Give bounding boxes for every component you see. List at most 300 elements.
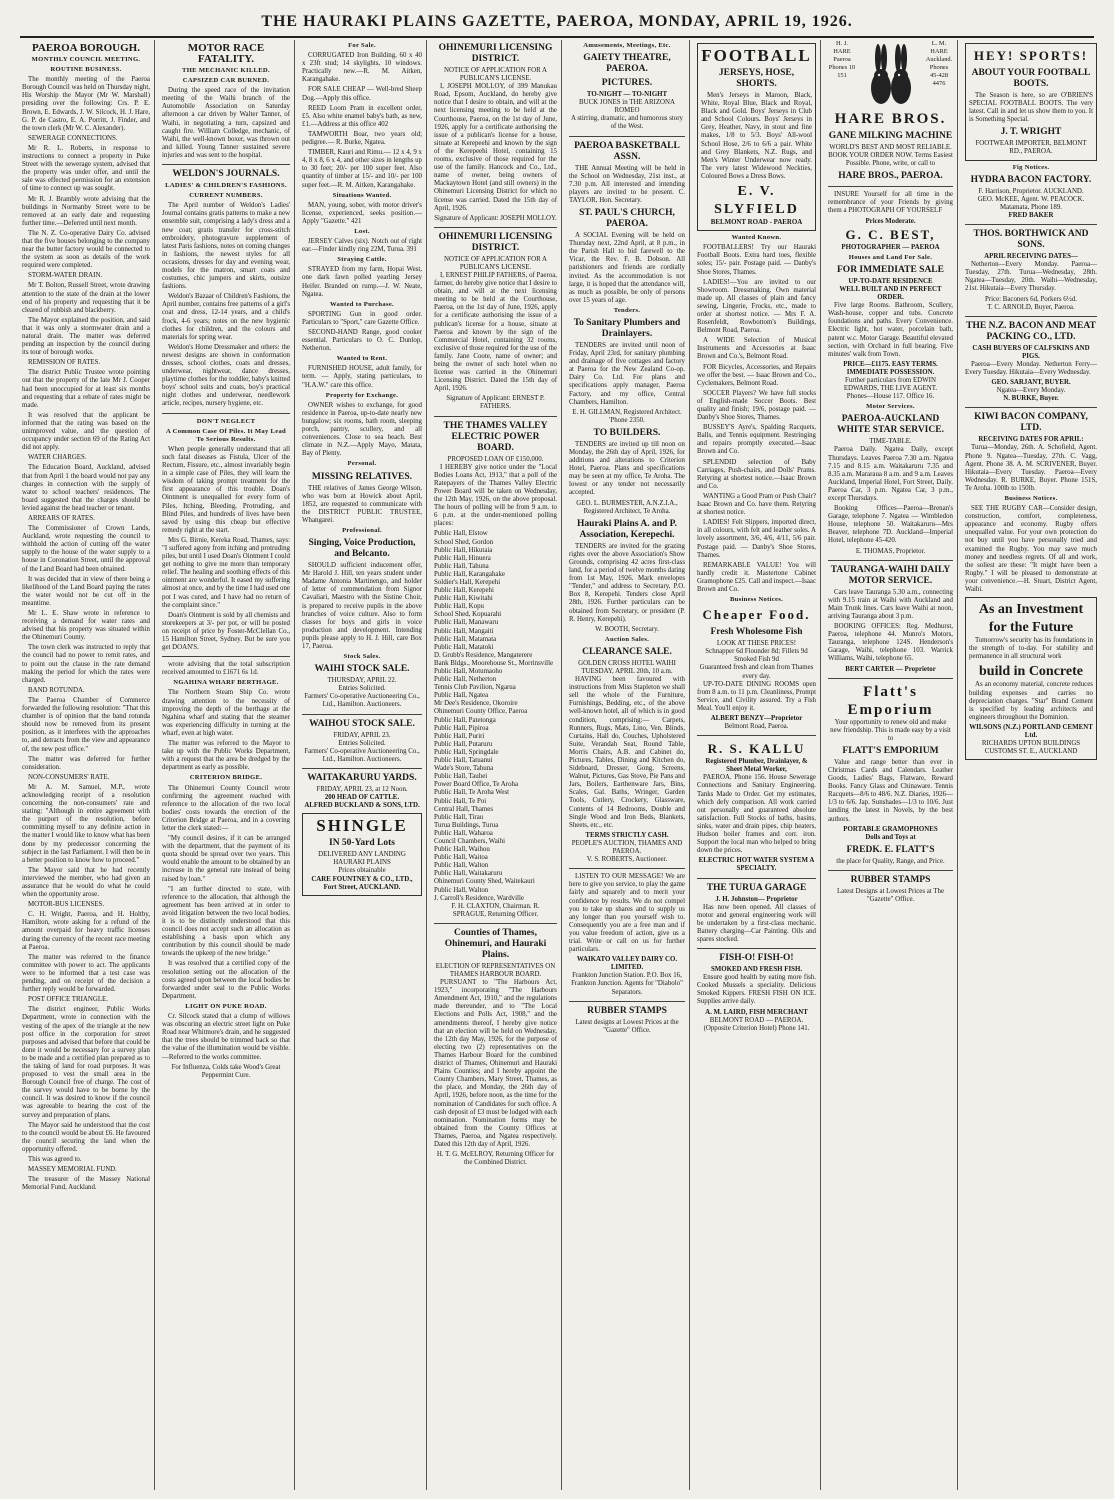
lost-ad: JERSEY Calves (six). Notch out of right ear.—Finder kindly ring 22M, Turua. 391 bbox=[302, 238, 422, 254]
polling-place: Public Hall, Motumaoho bbox=[434, 668, 503, 675]
ap-heading: Hauraki Plains A. and P. Association, Kerepechi. bbox=[577, 518, 677, 540]
tauranga-waihi-title: TAURANGA-WAIHI DAILY MOTOR SERVICE. bbox=[830, 564, 951, 586]
classified-ad: CORRUGATED Iron Building, 60 x 40 x 23ft stud; 14 skylights, 10 windows. Practically new.—R. M. Aitken, Karangahake. bbox=[302, 52, 422, 84]
article-paragraph: The Northern Steam Ship Co. wrote drawing attention to the necessity of improving the depth of the berthage at the Ngahina wharf and stating that the steamer was experiencing difficulty in turning at the wharf, even at high water. bbox=[162, 689, 290, 737]
investment-body: Tomorrow's security has its foundations in the strength of to-day. For stability and permanence in all structural work bbox=[969, 637, 1093, 661]
column-licensing bbox=[432, 40, 562, 1490]
polling-place: Public Hall, Kopu bbox=[434, 603, 484, 611]
personal-heading: Personal. bbox=[347, 460, 377, 468]
farmers-note-2: Farmers' Co-operative Auctioneering Co., Ltd., Hamilton. Auctioneers. bbox=[304, 747, 420, 763]
divider bbox=[828, 186, 953, 187]
st-pauls-heading: ST. PAUL'S CHURCH, PAEROA. bbox=[579, 208, 675, 230]
stray-heading: Straying Cattle. bbox=[337, 256, 387, 264]
sale-ads bbox=[302, 52, 422, 190]
st-pauls-notice: A SOCIAL Evening will be held on Thursday next, 22nd April, at 8 p.m., in the Parish Hall to bid farewell to the Vicar, the Rev. F. B. Dobson. All parishioners and friends are cordially invited. As the accommodation is not large, it is hoped that the attendance will, as much as possible, be only of persons over 15 years of age. bbox=[569, 232, 685, 304]
look-prices: LOOK AT THESE PRICES! bbox=[716, 640, 797, 648]
article-paragraph: The Mayor said that he had recently interviewed the member, who had given an assurance that he would do what he could when the opportunity arose. bbox=[22, 866, 150, 899]
polling-place: Public Hall, Waitakaruru bbox=[434, 870, 503, 878]
divider bbox=[697, 948, 816, 949]
fredk-flatt: FREDK. E. FLATT'S bbox=[846, 844, 935, 855]
article-paragraph: This was agreed to. bbox=[28, 1156, 82, 1163]
fresh-fish-title: Fresh Wholesome Fish bbox=[710, 627, 803, 638]
stock-heading: Stock Sales. bbox=[343, 653, 381, 661]
polling-place: Public Hall, Tatuanui bbox=[434, 757, 493, 765]
polling-place: Public Hall, Matamata bbox=[434, 635, 497, 643]
cattle-note: 200 HEAD OF CATTLE. bbox=[324, 794, 400, 802]
column-sports bbox=[963, 40, 1101, 1490]
polling-place: Public Hall, Karangahake bbox=[434, 570, 505, 578]
richards-address: RICHARDS UPTON BUILDINGS CUSTOMS ST. E., AUCKLAND bbox=[981, 740, 1081, 756]
ngatea-monday: Ngatea—Every Monday. bbox=[996, 387, 1066, 395]
tauranga-booking: BOOKING OFFICES: Reg. Medhurst, Paeroa, telephone 44. Munro's Motors, Tauranga, telephone 124S. Henderson's Garage, Waihi, telephone 103. Warrick Williams, Waihi, telephone 65. bbox=[828, 623, 953, 663]
article-paragraph: It was resolved that a certified copy of the resolution setting out the allocation of the costs agreed upon between the local bodies be forwarded under seal to the Public Works Department. bbox=[162, 960, 290, 1000]
perfect-order: WELL BUILT AND IN PERFECT ORDER. bbox=[839, 285, 942, 302]
concrete-title: build in Concrete bbox=[979, 664, 1083, 680]
article-paragraph: MOTOR-BUS LICENSES. bbox=[28, 901, 105, 909]
photographer-title: PHOTOGRAPHER — PAEROA bbox=[841, 243, 940, 251]
football-title: FOOTBALL bbox=[701, 46, 812, 65]
bridge-heading: CRITERION BRIDGE. bbox=[189, 774, 263, 782]
article-paragraph: Weldon's Bazaar of Children's Fashions, the April number, contains free patterns of a girl's coat and dress, 12-14 years, and a child's frock, 4-6 years; notes on the new hygienic clothes for children, and the colours and materials for spring wear. bbox=[162, 293, 290, 341]
polling-place: Public Hall, Ngatea bbox=[434, 692, 489, 700]
cheaper-food-title: Cheaper Food. bbox=[702, 607, 811, 623]
auction-heading: Auction Sales. bbox=[604, 635, 650, 643]
polling-place: Power Board Office, Te Aroha bbox=[434, 781, 519, 789]
polling-place: Public Hall, Kerepehi bbox=[434, 587, 494, 595]
hey-sports-ad bbox=[965, 43, 1097, 161]
column-borough bbox=[20, 40, 155, 1490]
hey-sports-title: HEY! SPORTS! bbox=[973, 48, 1089, 63]
polling-place: Public Hall, Walton bbox=[434, 886, 489, 894]
footer-note: For Influenza, Colds take Wood's Great Peppermint Cure. bbox=[171, 1063, 281, 1079]
exchange-heading: Property for Exchange. bbox=[325, 391, 399, 399]
divider bbox=[302, 714, 422, 715]
divider bbox=[697, 735, 816, 736]
basketball-notice: THE Annual Meeting will be held in the School on Wednesday, 21st inst., at 7.30 p.m. All interested and intending players are invited to be present. C. TAYLOR, Hon. Secretary. bbox=[569, 164, 685, 204]
weldon-subheading: LADIES' & CHILDREN'S FASHIONS. bbox=[165, 182, 287, 190]
polling-place: Public Hall, Waitoa bbox=[434, 854, 488, 862]
golden-cross: GOLDEN CROSS HOTEL WAIHI bbox=[578, 659, 676, 667]
flatt-title: Flatt's Emporium bbox=[847, 683, 934, 718]
polling-place: Public Hall, Patetonga bbox=[434, 716, 496, 724]
waihi-sale-heading: WAIHI STOCK SALE. bbox=[314, 664, 410, 675]
polling-place: Turua Buildings, Turua bbox=[434, 821, 499, 829]
listen-ad: LISTEN TO OUR MESSAGE! We are here to give you service, to play the game fairly and squarely and to merit your confidence by results. We do not compel you to take up shares and to supply us any longer than you yourself wish to. Consequently you are a free man and if you value freedom of action, give us a trial. Write or call on us for further particulars. bbox=[569, 873, 685, 954]
polling-place: Mr Dee's Residence, Okoroire bbox=[434, 700, 518, 708]
kiwi-bacon-title: KIWI BACON COMPANY, LTD. bbox=[974, 412, 1088, 434]
ap-tender: TENDERS are invited for the grazing rights over the above Association's Show Grounds, comprising 42 acres first-class land, for a period of twelve months dating from 1st May, 1926. Mark envelopes "Tender," and address to Secretary, P.O. Box 8, Kerepehi. Tenders close April 28th, 1926. Further particulars can be obtained from Secretary, or president (P. R. Henry, Kerepehi). bbox=[569, 542, 685, 623]
polling-place: Soldier's Hall, Kerepehi bbox=[434, 578, 501, 586]
classified-ad: SECOND-HAND Range, good cooker essential. Particulars to O. C. Dunlop, Netherton. bbox=[302, 329, 422, 353]
masthead: THE HAURAKI PLAINS GAZETTE, PAEROA, MONDAY, APRIL 19, 1926. bbox=[20, 8, 1094, 38]
article-paragraph: When people generally understand that all such fatal diseases as Fistula, Ulcer of the Rectum, Fissure, etc., almost invariably begin in a simple case of Piles, they will learn the wisdom of taking prompt treatment for the first appearance of this trouble. Doan's Ointment is unequalled for every form of Piles, Itching, Bleeding, Protruding, and Blind Piles, and hundreds of lives have been saved by using this cheap but effective remedy right at the start. bbox=[162, 445, 290, 534]
waihou-sale-date: FRIDAY, APRIL 23. bbox=[333, 731, 391, 739]
electric-note: ELECTRIC HOT WATER SYSTEM A SPECIALTY. bbox=[698, 857, 815, 873]
polling-place: Public Hall, Tauhei bbox=[434, 773, 488, 781]
article-paragraph: The Mayor said he understood that the cost to the council would be about £6. He favoured the council securing the land when the opportunity offered. bbox=[22, 1121, 151, 1153]
article-paragraph: The town clerk was instructed to reply that the council had no power to remit rates, and to point out the clause in the rate demand making the period for which the rates were charged. bbox=[22, 644, 150, 684]
shingle-subtitle: IN 50-Yard Lots bbox=[329, 838, 395, 849]
fish-prices: Schnapper 6d Flounder 8d; Fillets 9d Smoked Fish 9d bbox=[705, 648, 808, 664]
article-paragraph: ARREARS OF RATES. bbox=[28, 514, 95, 522]
pursuant-notice: PURSUANT to "The Harbours Act, 1923," incorporating "The Harbours Amendment Act, 1910," and the regulations made thereunder, and to "The Local Elections and Polls Act, 1908," and the amendments thereof, I hereby give notice that an election will be held on Wednesday, the 12th day May, 1926, for the purpose of electing two (2) representatives on the Thames Harbour Board for the combined district of Thames, Ohinemuri and Hauraki Plains Counties; and I hereby appoint the County Chambers, Mary Street, Thames, as the place, and Monday, the 26th day of April, 1926, before noon, as the time for the nomination of Candidates for such office. A cash deposit of £3 must be lodged with each nomination. Nomination forms may be obtained from the County Offices at Thames, Paeroa, and Ngatea respectively. Dated this 12th day of April, 1926. bbox=[434, 979, 557, 1148]
hare-paeroa: HARE BROS., PAEROA. bbox=[838, 171, 943, 182]
divider bbox=[965, 224, 1097, 225]
thomas-signature: E. THOMAS, Proprietor. bbox=[855, 547, 926, 555]
stray-ad: STRAYED from my farm, Hopai West, one dark fawn polled yearling Jersey Heifer. Branded on rump.—J. W. Neate, Ngatea. bbox=[302, 266, 422, 298]
builders-tender: TENDERS are invited up till noon on Monday, the 26th day of April, 1926, for additions and alterations to Criterion Hotel, Paeroa. Plans and specifications may be seen at my office, Te Aroha. The lowest or any tender not necessarily accepted. bbox=[569, 440, 685, 497]
licensing-heading: OHINEMURI LICENSING DISTRICT. bbox=[438, 43, 553, 64]
column-amusements bbox=[567, 40, 690, 1490]
tonight-banner: TO-NIGHT — TO-NIGHT bbox=[586, 91, 668, 99]
roberts-signature: V. S. ROBERTS, Auctioneer. bbox=[586, 856, 668, 864]
hare-left-contact: H. J. HARE Paeroa Phones 10 151 bbox=[828, 40, 856, 80]
power-board-heading: THE THAMES VALLEY ELECTRIC POWER BOARD. bbox=[443, 420, 548, 453]
kallu-name: R. S. KALLU bbox=[707, 741, 806, 757]
portable-gramophones: PORTABLE GRAMOPHONES bbox=[843, 825, 938, 833]
light-article: Cr. Silcock stated that a clump of willows was obscuring an electric street light on Puke Road near Whitmore's drain, and he suggested that the trees should be trimmed back so that the value of the illumination would be visible.—Referred to the works committee. bbox=[162, 1013, 290, 1061]
article-paragraph: POST OFFICE TRIANGLE. bbox=[28, 996, 108, 1004]
article-paragraph: The Education Board, Auckland, advised that from April 1 the board would not pay any charges in connection with the supply of water to school teachers' residences. The board suggested that the charges should be levied against the head teacher or tenant. bbox=[22, 464, 150, 512]
article-paragraph: "I am further directed to state, with reference to the allocation, that although the agreement has been arrived at in order to avoid litigation between the two local bodies, it is to be distinctly understood that this council does not accept such an allocation as establishing a basis upon which any contribution by this council should be made towards the upkeep of the new bridge." bbox=[162, 885, 290, 958]
hare-right-contact: L. M. HARE Auckland. Phones 45-428 4476 bbox=[925, 40, 953, 88]
immediate-sale: FOR IMMEDIATE SALE bbox=[837, 264, 944, 275]
polling-place: Public Hall, Kiwitahi bbox=[434, 595, 493, 603]
dining-rooms: UP-TO-DATE DINING ROOMS open from 8 a.m. to 11 p.m. Cleanliness, Prompt Service, and Civility assured. Try a Fish Meal. You'll enjoy it. bbox=[697, 680, 816, 712]
timetable-title: TIME-TABLE. bbox=[869, 438, 912, 446]
fish-o-title: FISH-O! FISH-O! bbox=[719, 953, 794, 964]
polling-places bbox=[434, 530, 557, 902]
divider bbox=[965, 407, 1097, 408]
residence-body: Five large Rooms. Bathroom, Scullery, Wash-house, copper and tubs. Concrete foundations and paths. Every Convenience. Electric light, hot water, porcelain bath, patent w.c. Motor Garage. Beautiful elevated section, with Orchard in full bearing. Five minutes' walk from Town. bbox=[828, 302, 953, 358]
borough-subheading: MONTHLY COUNCIL MEETING. bbox=[31, 56, 141, 63]
waikato-dairy: WAIKATO VALLEY DAIRY CO. LIMITED. bbox=[576, 956, 678, 972]
divider bbox=[302, 768, 422, 769]
fathers-notice: I, ERNEST PHILIP FATHERS, of Paeroa, farmer, do hereby give notice that I desire to obtain, and will at the next licensing meeting to be held at the Courthouse, Paeroa, on the 1st day of June, 1926, apply for a certificate authorising the issue of a publican's license for a house, situate at Paeroa and known by the sign of the Commercial Hotel, containing 32 rooms, exclusive of those required for the use of the family. Jane Coote, name of owner; and being the owner of such hotel when no license was carried in the Ohinemuri Licensing District. Dated the 15th day of April, 1926. bbox=[434, 271, 558, 393]
wharf-heading: NGAHINA WHARF BERTHAGE. bbox=[173, 679, 279, 687]
article-paragraph: The N. Z. Co-operative Dairy Co. advised that the five houses belonging to the company near the butter factory would be connected to the system as soon as details of the work required were completed. bbox=[22, 229, 150, 270]
article-paragraph: The Ohinemuri County Council wrote confirming the agreement reached with reference to the allocation of the two local bodies' costs towards the erection of the Criterion Bridge at Paeroa, and in a covering letter the clerk stated:— bbox=[162, 784, 290, 832]
clearance-heading: CLEARANCE SALE. bbox=[582, 646, 672, 657]
article-paragraph: It was resolved that the applicant be informed that the rating was based on the unimproved value, and the question of occupancy under section 69 of the Rating Act did not apply. bbox=[22, 411, 150, 452]
terms-note: TERMS STRICTLY CASH. bbox=[585, 831, 669, 839]
about-boots: ABOUT YOUR FOOTBALL BOOTS. bbox=[971, 68, 1091, 89]
polling-place: Public Hall, Mangaiti bbox=[434, 627, 494, 635]
fathers-signature: Signature of Applicant: ERNEST P. FATHERS. bbox=[446, 395, 545, 411]
borough-heading: PAEROA BOROUGH. bbox=[32, 42, 140, 54]
hare-bros-title: HARE BROS. bbox=[834, 111, 947, 127]
laird-name: A. M. LAIRD, FISH MERCHANT bbox=[705, 1008, 808, 1016]
classified-ad: FOOTBALLERS! Try our Hauraki Football Boots. Extra hard toes, flexible soles; 15/- pair. Postage paid. — Danby's Shoe Stores, Thames. bbox=[697, 244, 816, 276]
polling-place: School Shed, Kopuarahi bbox=[434, 611, 502, 619]
polling-place: Public Hall, Tirau bbox=[434, 813, 484, 821]
shingle-body: DELIVERED ANY LANDING HAURAKI PLAINS bbox=[318, 851, 406, 867]
borough-subheading-2: ROUTINE BUSINESS. bbox=[50, 66, 122, 74]
article-paragraph: Mr A. M. Samuel, M.P., wrote acknowledging receipt of a resolution concerning the non-consumers' rate and stating: "Although in entire agreement with the purport of the resolution, before committing myself to any definite action in the matter I would like to know what has been done by my predecessor concerning the subject in the last Parliament. I will then be in a better position to know how to proceed." bbox=[22, 783, 150, 864]
fish-guarantee: Guaranteed fresh and clean from Thames every day. bbox=[699, 664, 814, 680]
possession-note: IMMEDIATE POSSESSION. bbox=[846, 368, 935, 376]
edwards-contact: Further particulars from EDWIN EDWARDS, THE LIVE AGENT. bbox=[843, 376, 938, 393]
rugby-car-ad: SEE THE RUGBY CAR—Consider design, construction, comfort, completeness, appearance and economy. Rugby offers unequalled value. For your own protection do not buy until you have personally tried and examined the Rugby. You may save much money and needless regrets. Of all and work, the soliest are these: "It might have been a Rugby." I will be pleased to demonstrate at your convenience.—H. Stuart, District Agent, Waihi. bbox=[965, 505, 1097, 594]
polling-place: Public Hall, Springdale bbox=[434, 748, 499, 756]
hey-sports-body: The Season is here, so are O'BRIEN'S SPECIAL FOOTBALL BOOTS. The very latest. Call in and let us show them to you. It is Something Special. bbox=[969, 92, 1093, 124]
april-dates-title: APRIL RECEIVING DATES— bbox=[984, 253, 1078, 261]
waitak-date: FRIDAY, APRIL 23, at 12 Noon. bbox=[316, 785, 408, 793]
rent-ad: FURNISHED HOUSE, adult family, for term. — Apply, stating particulars, to "H.A.W." care this office. bbox=[302, 365, 422, 389]
weldon-subheading-2: CURRENT NUMBERS. bbox=[189, 192, 263, 200]
professional-heading: Professional. bbox=[342, 526, 382, 534]
basketball-heading: PAEROA BASKETBALL ASSN. bbox=[574, 140, 680, 162]
article-paragraph: Weldon's Home Dressmaker and others: the newest designs are shown in conformation dresses, school clothes, coats and dresses, underwear, nightwear, dance dresses, playtime clothes for the toddler, baby's knitted boys' school suits and coats, boy's practical night clothes and underwear, needlework article, recipes, nursery hygiene, etc. bbox=[162, 343, 290, 408]
licensing-notice-2: NOTICE OF APPLICATION FOR A PUBLICAN'S LICENSE. bbox=[444, 255, 547, 271]
missing-ad: THE relatives of James George Wilson, who was born at Howick about April, 1852, are requested to communicate with the DISTRICT PUBLIC TRUSTEE, Whangarei. bbox=[302, 484, 422, 524]
burke-note: N. BURKE, Buyer. bbox=[1003, 395, 1059, 403]
article-paragraph: The Commissioner of Crown Lands, Auckland, wrote requesting the council to withhold the action of cutting off the water supply to the house of the water supply to a house in Coronation Street, until the approval of the Land Board had been obtained. bbox=[22, 525, 150, 573]
article-paragraph: The matter was referred to the finance committee with power to act. The applicants were to be informed that a test case was pending, and on receipt of the decision a further reply would be forwarded. bbox=[22, 953, 150, 994]
peoples-auction: PEOPLE'S AUCTION, THAMES AND PAEROA. bbox=[571, 839, 683, 856]
molloy-notice: I, JOSEPH MOLLOY, of 399 Manukau Road, Epsom, Auckland, do hereby give notice that I desire to obtain, and will at the next licensing meeting to be held at the Courthouse, Paeroa, on the 1st day of June, 1926, apply for a certificate authorising the issue of a publican's license for a house, situate at Kerepeehi and known by the sign of the Kerepeehi Hotel, containing 15 rooms, exclusive of those required for the use of the family. Hancock and Co., Ltd., name of owner, being owners of Mackaytown Hotel (and still owners) in the Ohinemuri Licensing District for which no license was carried. Dated the 15th day of April, 1926. bbox=[434, 83, 557, 212]
article-paragraph: The Paeroa Chamber of Commerce forwarded the following resolution: "That this chamber is of opinion that the band rotunda should now be removed from its present position, as it interferes with the approaches to, and detracts from the view and appearance of, the new post office." bbox=[22, 696, 150, 753]
kallu-sub: Registered Plumber, Drainlayer, & Sheet Metal Worker, bbox=[705, 758, 808, 774]
divider bbox=[569, 1001, 685, 1002]
article-paragraph: The matter was deferred for further consideration. bbox=[22, 755, 150, 771]
carter-name: BERT CARTER — Proprietor bbox=[845, 665, 936, 673]
polling-place: Public Hall, Putaruru bbox=[434, 740, 493, 748]
article-paragraph: It was decided that in view of there being a likelihood of the Land Board paying the rates the water would not be cut off in the meantime. bbox=[22, 575, 150, 607]
divider bbox=[162, 656, 290, 657]
wharf-intro: wrote advising that the total subscription received amounted to £1671 6s 1d. bbox=[162, 661, 290, 677]
power-board-notice: I HEREBY give notice under the "Local Bodies Loans Act, 1913," that a poll of the Ratepayers of the Thames Valley Electric Power Board will be taken on Wednesday, the 12th May, 1926, on the above proposal. The hours of polling will be from 9 a.m. to 6 p.m. at the under-mentioned polling places: bbox=[434, 463, 557, 528]
column-football bbox=[695, 40, 821, 1490]
neglect-subheading: A Common Case Of Piles. It May Lead To Serious Results. bbox=[165, 427, 287, 443]
missing-heading: MISSING RELATIVES. bbox=[311, 471, 413, 482]
article-paragraph: The April number of Weldon's Ladies' Journal contains gratis patterns to make a new ensemble suit, comprising a lady's dress and a new coat; gratis transfer for cross-stitch embroidery, photogravure supplement of latest Paris fashions, notes on coming changes in fashions, the newest styles for all occasions, dresses for day and evening wear, models for the matron, smart coats and costumes, chic jumpers and skirts, outsize fashions. bbox=[162, 202, 290, 291]
place-note: the place for Quality, Range, and Price. bbox=[836, 857, 945, 865]
wright-sub: FOOTWEAR IMPORTER, BELMONT RD., PAEROA. bbox=[975, 140, 1087, 156]
article-paragraph: The district engineer, Public Works Department, wrote in connection with the vesting of the apex of the triangle at the new post office in the corporation for street purposes and advised that before that could be done it would be necessary for a survey plan to be made and a certified plan prepared as to the taking of land for road purposes. It was proposed to vest the small area in the Borough Council free of charge. The cost of the survey would have to be borne by the council. It was desired to know if the council was agreeable to bearing the cost of the survey and preparation of plans. bbox=[22, 1006, 150, 1119]
laird-body: Ensure good health by eating more fish. Cooked Mussels a speciality. Delicious Smoked Kippers. FRESH FISH ON ICE. Supplies arrive daily. bbox=[697, 974, 816, 1006]
edwards-phone: Phones—House 117. Office 16. bbox=[846, 393, 935, 401]
classified-ad: FOR SALE CHEAP — Well-bred Sheep Dog.—Apply this office. bbox=[302, 86, 422, 102]
investment-title: As an Investment for the Future bbox=[978, 602, 1084, 636]
arnold-note: T. C. ARNOLD, Buyer, Paeroa. bbox=[987, 303, 1075, 311]
article-paragraph: Doan's Ointment is sold by all chemists and storekeepers at 3/- per pot, or will be posted on receipt of price by Foster-McClellan Co., 15 Hamilton Street, Sydney. But be sure you get DOAN'S. bbox=[162, 611, 290, 652]
entries-note: Entries Solicited. bbox=[338, 685, 386, 693]
business-heading-2: Business Notices. bbox=[1004, 495, 1058, 502]
builders-heading: TO BUILDERS. bbox=[593, 427, 661, 438]
best-name: G. C. BEST, bbox=[845, 226, 936, 242]
race-article: During the speed race of the invitation meeting of the Waihi branch of the Automobile Association on Saturday afternoon a car driven by Walter Tanner, of Waihi, in negotiating a turn, capsized and caught fire. William Colledge, mechanic, of Waihi, the well-known boxer, was thrown out and killed. Young Tanner sustained severe injuries and was sent to the hospital. bbox=[162, 87, 290, 159]
hydra-title: HYDRA BACON FACTORY. bbox=[970, 174, 1092, 185]
polling-place: Public Hall, Tahuna bbox=[434, 562, 489, 570]
lost-heading: Lost. bbox=[354, 227, 370, 235]
shingle-care: CARE FOUNTNEY & CO., LTD., Fort Street, AUCKLAND. bbox=[311, 875, 413, 891]
rabbits-logo-icon bbox=[866, 40, 916, 110]
column-hare-bros bbox=[826, 40, 958, 1490]
race-subheading: THE MECHANIC KILLED. bbox=[182, 67, 270, 74]
classified-ad: TAMWORTH Boar, two years old; pedigree.— R. Burke, Ngatea. bbox=[302, 130, 422, 147]
nz-bacon-title: THE N.Z. BACON AND MEAT PACKING CO., LTD. bbox=[966, 320, 1096, 342]
race-subheading-2: CAPSIZED CAR BURNED. bbox=[182, 77, 270, 85]
flatt-emporium: FLATT'S EMPORIUM bbox=[842, 745, 939, 756]
polling-place: Wade's Store, Tahuna bbox=[434, 765, 494, 773]
weldon-article bbox=[162, 202, 290, 408]
houses-heading: Houses and Land For Sale. bbox=[848, 253, 933, 261]
wanted-known-heading: Wanted Known. bbox=[731, 234, 782, 242]
article-paragraph: NON-CONSUMERS' RATE. bbox=[28, 773, 110, 781]
article-paragraph: The treasurer of the Massey National Memorial Fund, Auckland. bbox=[22, 1176, 150, 1192]
article-paragraph: Mr L. E. Shaw wrote in reference to receiving a demand for water rates and advised that his property was situated within the Ohinemuri County. bbox=[22, 610, 150, 642]
article-paragraph: STORM-WATER DRAIN. bbox=[28, 272, 103, 280]
classified-ad: SPORTING Gun in good order. Particulars to "Sport," care Gazette Office. bbox=[302, 310, 422, 326]
exchange-ad: OWNER wishes to exchange, for good residence in Paeroa, up-to-date nearly new bungalow; six rooms, bath room, sleeping porch, pantry, scullery, and all conveniences. Close to sea beach. Best climate in N.Z.—Apply Mayo, Matata, Bay of Plenty. bbox=[302, 401, 422, 458]
harrison-note: F. Harrison, Proprietor. AUCKLAND. bbox=[978, 187, 1084, 195]
classified-ad: LADIES! Felt Slippers, imported direct, in all colours, with felt and leather soles. A lovely assortment, 3/6, 4/6, 4/11, 5/6 pair. Postage paid. — Danby's Shoe Stores, Thames. bbox=[697, 519, 816, 559]
frankton-note: Frankton Junction Station. P.O. Box 16, Frankton Junction. Agents for "Diabolo" Separators. bbox=[571, 972, 683, 996]
residence-title: UP-TO-DATE RESIDENCE bbox=[848, 277, 933, 285]
gillman-signature: E. H. GILLMAN, Registered Architect. 'Phone 2350. bbox=[572, 408, 682, 424]
column-classifieds bbox=[300, 40, 427, 1490]
plumbers-heading: To Sanitary Plumbers and Drainlayers. bbox=[573, 317, 681, 339]
wharf-article bbox=[162, 689, 290, 772]
classified-ad: BUSSEY'S Ayre's, Spalding Racquets, Balls, and Tennis equipment. Restringing and repairs promptly executed.—Isaac Brown and Co. bbox=[697, 424, 816, 456]
neglect-heading: DON'T NEGLECT bbox=[196, 417, 256, 425]
divider bbox=[162, 413, 290, 414]
polling-place: Ohinemuri County Shed, Waitekauri bbox=[434, 878, 535, 886]
fred-baker: FRED BAKER bbox=[1008, 211, 1054, 219]
article-paragraph: The district Public Trustee wrote pointing out that the property of the late Mr J. Cooper had been unoccupied for at least six months and requesting that a rebate of rates might be made. bbox=[22, 369, 150, 409]
rubber-stamps-heading-2: RUBBER STAMPS bbox=[850, 874, 931, 885]
classified-ad: FOR Bicycles, Accessories, and Repairs we offer the best. — Isaac Brown and Co., Cyclemakers, Belmont Road. bbox=[697, 363, 816, 387]
flatt-body: Value and range better than ever in Christmas Cards and Calendars. Leather Goods, Ladies' Bags, Flatware, Reward Books. Fancy Glass and Chinaware. Tennis Racquets—8/6 to 48/6. N.Z. Diaries, 1926—1/3 to 6/6. Jap. Sunshades—1/3 to 10/6. Just landing the latest in Novels, by the best authors. bbox=[828, 758, 953, 823]
counties-heading: Counties of Thames, Ohinemuri, and Hauraki Plains. bbox=[444, 927, 547, 960]
rubber-stamps-note-2: Latest Designs at Lowest Prices at The "Gazette" Office. bbox=[836, 887, 945, 903]
polling-place: Public Hall, Hinuera bbox=[434, 554, 491, 562]
article-paragraph: The matter was referred to the Mayor to take up with the Public Works Department, with a request that the area be dredged by the department as early as possible. bbox=[162, 740, 290, 772]
polling-place: Public Hall, Waharoa bbox=[434, 829, 493, 837]
wanted-known-ads bbox=[697, 244, 816, 594]
article-paragraph: WATER CHARGES. bbox=[28, 454, 87, 462]
polling-place: Bank Bldgs., Moorehouse St., Morrinsville bbox=[434, 659, 554, 667]
gane-title: GANE MILKING MACHINE bbox=[828, 131, 953, 141]
divider bbox=[434, 227, 557, 228]
neglect-article bbox=[162, 446, 290, 652]
polling-place: Council Chambers, Waihi bbox=[434, 837, 506, 845]
classified-ad: WANTING a Good Pram or Push Chair? Isaac Brown and Co. have them. Retyring at shortest notice. bbox=[697, 492, 816, 517]
slyfield-name: E. V. SLYFIELD bbox=[714, 184, 799, 218]
prices-moderate: Prices Moderate. bbox=[865, 217, 916, 225]
mckee-note: GEO. McKEE, Agent. W. PEACOCK. Matamata, Phone 189. bbox=[977, 195, 1085, 211]
dolls-toys: Dolls and Toys at bbox=[865, 833, 916, 841]
classified-ad: REMARKABLE VALUE! You will hardly credit it. Mastertone Cabinet Gramophone £25. Call and inspect.—Isaac Brown and Co. bbox=[697, 561, 816, 593]
column-motor-race bbox=[160, 40, 295, 1490]
divider bbox=[697, 878, 816, 879]
entries-note-2: Entries Solicited. bbox=[338, 739, 386, 747]
licensing-notice: NOTICE OF APPLICATION FOR A PUBLICAN'S LICENSE. bbox=[444, 67, 547, 83]
article-paragraph: Mrs G. Birnie, Kereka Road, Thames, says: "I suffered agony from itching and protruding piles, but until I used Doan's Ointment I could get nothing to give me more than temporary relief. The healing and soothing effects of this ointment are wonderful. It eased my suffering almost at once, and by the time I had used one pot I was cured, and I have had no return of the complaint since." bbox=[162, 536, 290, 609]
divider bbox=[569, 868, 685, 869]
race-heading: MOTOR RACE FATALITY. bbox=[187, 42, 265, 65]
investment-body-2: As an economy material, concrete reduces building expenses and carries no depreciation charges. "Star" Brand Cement is specified by leading architects and engineers throughout the Dominion. bbox=[969, 681, 1093, 721]
clearance-body: HAVING been favoured with instructions from Miss Stapleton we shall sell the whole of the Furniture, Furnishings, Bedding, etc., of the above well-known hotel, all of which is in good condition, comprising:— Carpets, Runners, Rugs, Mats, Lino, Ven. Blinds, Curtains, Hall do, Couches, Upholstered Suite, Verandah Seat, Round Table, Morris Chairs, A.B. and Cabinet do, Pictures, Tables, Dining and Kitchen do, Sideboard, Dresser, Gong, Screens, Walnut, Pictures, Gas Stove, Pie Pans and Jars, Boilers, Earthenware Jars, Bins, Scales, Gal. Baths, Wringer, Garden Tools, Cutlery, Crockery, Glassware, Contents of 14 Bedrooms, Double and Single Wood and Iron Beds, Blankets, Sheets, etc., etc. bbox=[569, 676, 685, 829]
cash-body: Paeroa—Every Monday. Netherton Ferry—Every Tuesday. Hikutaia—Every Wednesday. bbox=[965, 360, 1097, 376]
waihou-sale-heading: WAIHOU STOCK SALE. bbox=[309, 718, 415, 729]
polling-place: School Shed, Gordon bbox=[434, 538, 494, 546]
football-body: Men's Jerseys in Maroon, Black, White, Royal Blue, Black and Royal, Black and Gold. Boys' Jerseys in Club and School Colours. Boys' Jerseys in Grey, Heather, Navy, in stout and fine makes, 1/8 to 5/3. Boys' All-wool School Hose, 2/6 to 6/6 a pair. White and Grey Blankets, N.Z. Rugs, and Men's Winter Underwear now ready. The very latest Widewood Neckties, Coloured Bows a Dress Bows. bbox=[701, 92, 812, 180]
purchase-heading: Wanted to Purchase. bbox=[329, 300, 394, 308]
claxton-signature: F. H. CLAXTON, Chairman. R. SPRAGUE, Returning Officer. bbox=[451, 902, 540, 918]
rubber-stamps-heading: RUBBER STAMPS bbox=[587, 1005, 667, 1016]
book-order: BOOK YOUR ORDER NOW. Terms Easiest Possible. Phone, write, or call to bbox=[828, 152, 953, 168]
molloy-signature: Signature of Applicant: JOSEPH MOLLOY. bbox=[434, 214, 557, 222]
power-board-loan: PROPOSED LOAN OF £150,000. bbox=[447, 455, 544, 463]
borthwick-title: THOS. BORTHWICK AND SONS. bbox=[973, 229, 1089, 251]
hare-header bbox=[828, 40, 953, 110]
rent-heading: Wanted to Rent. bbox=[336, 355, 388, 363]
article-paragraph: "My council desires, if it can be arranged with the department, that the payment of its quota should be spread over two years. This would enable the amount to be obtained by an increase in the general rate instead of being raised by loan." bbox=[162, 835, 290, 883]
insure-ad: INSURE Yourself for all time in the remembrance of your Friends by giving them a PHOTOGRAPH OF YOURSELF bbox=[828, 191, 953, 215]
article-paragraph: BAND ROTUNDA. bbox=[28, 686, 85, 694]
divider bbox=[434, 923, 557, 924]
divider bbox=[828, 678, 953, 679]
shingle-ad bbox=[302, 813, 422, 895]
benzy-address: Belmont Road, Paeroa. bbox=[724, 723, 789, 731]
business-heading: Business Notices. bbox=[729, 596, 784, 604]
flatt-intro: Your opportunity to renew old and make new friendship. This is made easy by a visit to bbox=[830, 718, 951, 742]
mcelroy-signature: H. T. G. McELROY, Returning Officer for the Combined District. bbox=[436, 1151, 555, 1167]
election-heading: ELECTION OF REPRESENTATIVES ON THAMES HARBOUR BOARD. bbox=[435, 962, 556, 978]
singing-heading: Singing, Voice Production, and Belcanto. bbox=[308, 538, 416, 560]
article-paragraph: Mr T. Bolton, Russell Street, wrote drawing attention to the state of the drain at the lower end of his property and requesting that it be cleared of rubbish and blackberry. bbox=[22, 282, 150, 314]
pig-notices-heading: Fig Notices. bbox=[1012, 163, 1050, 171]
booth-signature: W. BOOTH, Secretary. bbox=[595, 625, 659, 633]
farmers-note: Farmers' Co-operative Auctioneering Co., Ltd., Hamilton. Auctioneers. bbox=[304, 693, 420, 709]
article-paragraph: SEWERAGE CONNECTIONS. bbox=[28, 134, 118, 142]
purchase-ads bbox=[302, 311, 422, 353]
wilsons-name: WILSONS (N.Z.) PORTLAND CEMENT Ltd. bbox=[969, 723, 1093, 739]
article-paragraph: The monthly meeting of the Paeroa Borough Council was held on Thursday night, His Worship the Mayor (Mr W. Marshall) presiding over the following: Crs. P. E. Brown, E. Edwards, J. W. Silcock, H. J. Hare, G. P. de Castro, E. A. Porritt, J. Finder, and the town clerk (Mr W. C. Alexander). bbox=[22, 76, 150, 132]
film-title: BUCK JONES in THE ARIZONA ROMEO bbox=[579, 99, 675, 115]
laird-address: BELMONT ROAD — PAEROA. (Opposite Criterion Hotel) Phone 141. bbox=[703, 1016, 810, 1032]
kallu-body: PAEROA. Phone 156. House Sewerage Connections and Sanitary Engineering. Tanks Made to Order. Get my estimates, which defy comparison. All work carried out personally and guaranteed absolute satisfaction. Full Stocks of baths, basins, sinks, water and drain pipes, chip heaters, Hudson boiler frames and corr. iron. Support the local man who helped to bring down the prices. bbox=[697, 774, 816, 855]
weldon-heading: WELDON'S JOURNALS. bbox=[172, 169, 280, 180]
polling-place: Public Hall, Waihou bbox=[434, 846, 490, 854]
polling-place: J. Carroll's Residence, Wardville bbox=[434, 894, 524, 902]
article-paragraph: MASSEY MEMORIAL FUND. bbox=[28, 1166, 117, 1174]
auction-date: TUESDAY, APRIL 20th, 10 a.m. bbox=[581, 667, 673, 675]
booking-offices: Booking Offices—Paeroa—Brenan's Garage, telephone 7. Ngatea — Wimbledon House, telephone 50. Waitakaruru—Mrs Beaver, telephone 7D. Auckland—Imperial Hotel, telephone 45-420. bbox=[828, 505, 953, 545]
polling-place: Tennis Club Pavilion, Ngarua bbox=[434, 684, 516, 692]
slyfield-address: BELMONT ROAD - PAEROA bbox=[710, 219, 803, 227]
turua-garage-title: THE TURUA GARAGE bbox=[706, 882, 807, 893]
classified-ad: SOCCER Players? We have full stocks of English-made Soccer Boots. Best quality and finish; 19/6, postage paid. — Danby's Shoe Stores, Thames. bbox=[697, 389, 816, 422]
shingle-prices: Prices obtainable bbox=[338, 867, 386, 875]
timetable-body: Paeroa Daily. Ngatea Daily, except Thursdays. Leaves Paeroa 7.30 a.m. Ngatea 7.15 and 8.15 a.m. Waitakaruru 7.35 and 8.35 a.m. Mararaua 8 a.m. and 9 a.m. Leaves Auckland, Imperial Hotel, Fort Street, Daily. Paeroa Car, 3 p.m. Ngatea Car, 3 p.m., except Thursdays. bbox=[828, 446, 953, 502]
borough-article bbox=[22, 76, 150, 1192]
bridge-article bbox=[162, 785, 290, 1001]
polling-place: D. Grubb's Residence, Mangaterere bbox=[434, 651, 533, 659]
polling-place: Public Hall, Matatoki bbox=[434, 643, 494, 651]
licensing-heading-2: OHINEMURI LICENSING DISTRICT. bbox=[438, 231, 553, 253]
smoked-fish: SMOKED AND FRESH FISH. bbox=[710, 966, 803, 974]
april-price: Price: Baconers 6d, Porkers 6½d. bbox=[984, 295, 1078, 303]
white-star-title: PAEROA-AUCKLAND WHITE STAR SERVICE. bbox=[837, 414, 944, 436]
polling-place: Public Hall, Elstow bbox=[434, 530, 488, 538]
divider bbox=[162, 164, 290, 165]
burmester-signature: GEO. L. BURMESTER, A.N.Z.I.A., Registered Architect, Te Aroha. bbox=[576, 499, 678, 515]
article-paragraph: The Mayor explained the position, and said that it was only a stormwater drain and a natural drain. The matter was deferred pending an inspection by the council during its tour of borough works. bbox=[22, 316, 150, 357]
classified-ad: LADIES!—You are invited to our Showroom. Dressmaking. Own material made up. All classes of plain and fancy sewing, Lingerie, Frocks, etc., made to order at shortest notice. — Mrs F. A. Rosenfeldt, Rowbottom's Buildings, Belmont Road, Paeroa. bbox=[697, 278, 816, 335]
